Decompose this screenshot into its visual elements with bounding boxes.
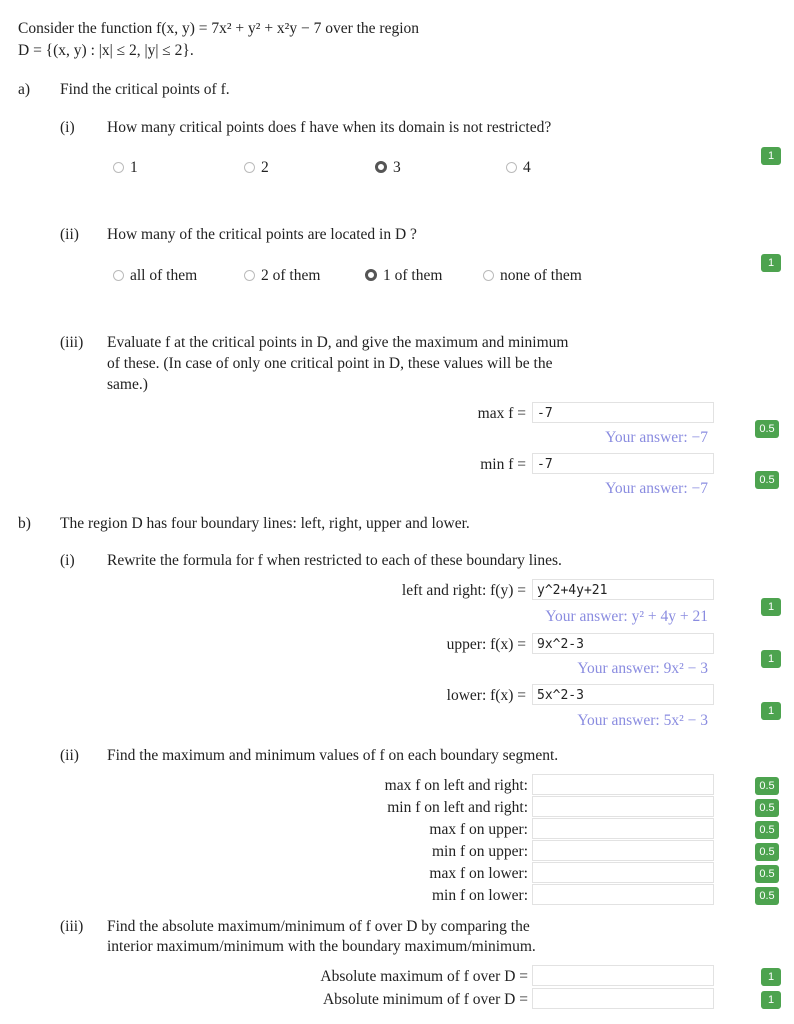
- b1-number: (i): [60, 552, 75, 569]
- b2-row-score-badge: 0.5: [755, 777, 779, 795]
- b2-row-label: max f on lower:: [429, 865, 528, 882]
- b2-row-score-badge: 0.5: [755, 821, 779, 839]
- b3-abs-min-score-badge: 1: [761, 991, 781, 1009]
- b1-lower-score-badge: 1: [761, 702, 781, 720]
- intro-line-2: D = {(x, y) : |x| ≤ 2, |y| ≤ 2}.: [18, 42, 194, 59]
- b2-row-label: min f on upper:: [432, 843, 528, 860]
- a2-option-none[interactable]: none of them: [483, 267, 582, 285]
- b1-left-right-input[interactable]: y^2+4y+21: [532, 579, 714, 600]
- b3-question-line-1: Find the absolute maximum/minimum of f over D by comparing the: [107, 918, 530, 935]
- radio-unselected-icon[interactable]: [506, 162, 517, 173]
- a2-number: (ii): [60, 226, 79, 243]
- a3-number: (iii): [60, 334, 84, 351]
- b1-lower-input[interactable]: 5x^2-3: [532, 684, 714, 705]
- b1-lower-label: lower: f(x) =: [446, 687, 526, 704]
- a2-question: How many of the critical points are located in D ?: [107, 226, 417, 243]
- b3-abs-min-input[interactable]: [532, 988, 714, 1009]
- b1-left-right-your-answer: Your answer: y² + 4y + 21: [545, 608, 708, 625]
- a2-option-one[interactable]: 1 of them: [365, 267, 442, 285]
- b2-row-score-badge: 0.5: [755, 865, 779, 883]
- a3-max-label: max f =: [477, 405, 526, 422]
- b1-left-right-label: left and right: f(y) =: [401, 582, 526, 599]
- b3-question-line-2: interior maximum/minimum with the boundary maximum/minimum.: [107, 938, 536, 955]
- b3-abs-max-label: Absolute maximum of f over D =: [320, 968, 528, 985]
- a3-max-your-answer: Your answer: −7: [605, 429, 708, 446]
- a3-max-score-badge: 0.5: [755, 420, 779, 438]
- b2-number: (ii): [60, 747, 79, 764]
- b3-abs-max-input[interactable]: [532, 965, 714, 986]
- radio-unselected-icon[interactable]: [244, 270, 255, 281]
- a3-min-label: min f =: [480, 456, 526, 473]
- b2-row-input[interactable]: [532, 774, 714, 795]
- intro-line-1: Consider the function f(x, y) = 7x² + y² + x²y − 7 over the region: [18, 20, 420, 37]
- a1-option-2[interactable]: 2: [244, 159, 269, 177]
- a1-option-1[interactable]: 1: [113, 159, 138, 177]
- b2-row-input[interactable]: [532, 862, 714, 883]
- b3-number: (iii): [60, 918, 84, 935]
- b1-left-right-score-badge: 1: [761, 598, 781, 616]
- a2-score-badge: 1: [761, 254, 781, 272]
- b2-row-label: min f on lower:: [432, 887, 528, 904]
- b2-row-label: min f on left and right:: [387, 799, 528, 816]
- b1-upper-your-answer: Your answer: 9x² − 3: [577, 660, 708, 677]
- a2-option-two[interactable]: 2 of them: [244, 267, 320, 285]
- radio-unselected-icon[interactable]: [483, 270, 494, 281]
- b2-row-input[interactable]: [532, 818, 714, 839]
- b2-row-input[interactable]: [532, 884, 714, 905]
- b2-row-input[interactable]: [532, 840, 714, 861]
- b1-upper-input[interactable]: 9x^2-3: [532, 633, 714, 654]
- part-a-title: Find the critical points of f.: [60, 81, 230, 98]
- b2-row-label: max f on left and right:: [384, 777, 528, 794]
- radio-selected-icon[interactable]: [365, 269, 377, 281]
- a3-question-line-3: same.): [107, 376, 148, 393]
- part-a-label: a): [18, 81, 31, 98]
- a3-question-line-1: Evaluate f at the critical points in D, and give the maximum and minimum: [107, 334, 569, 351]
- a2-option-all[interactable]: all of them: [113, 267, 197, 285]
- b1-lower-your-answer: Your answer: 5x² − 3: [577, 712, 708, 729]
- radio-selected-icon[interactable]: [375, 161, 387, 173]
- b1-question: Rewrite the formula for f when restricted to each of these boundary lines.: [107, 552, 562, 569]
- radio-unselected-icon[interactable]: [113, 270, 124, 281]
- a3-min-your-answer: Your answer: −7: [605, 480, 708, 497]
- b2-row-score-badge: 0.5: [755, 887, 779, 905]
- a3-min-score-badge: 0.5: [755, 471, 779, 489]
- radio-unselected-icon[interactable]: [244, 162, 255, 173]
- a3-max-input[interactable]: -7: [532, 402, 714, 423]
- b2-row-label: max f on upper:: [429, 821, 528, 838]
- a1-option-3[interactable]: 3: [375, 159, 401, 177]
- a1-question: How many critical points does f have when its domain is not restricted?: [107, 119, 552, 136]
- a1-number: (i): [60, 119, 75, 136]
- a3-question-line-2: of these. (In case of only one critical point in D, these values will be the: [107, 355, 553, 372]
- a1-score-badge: 1: [761, 147, 781, 165]
- part-b-label: b): [18, 515, 31, 532]
- b3-abs-max-score-badge: 1: [761, 968, 781, 986]
- b2-row-score-badge: 0.5: [755, 843, 779, 861]
- radio-unselected-icon[interactable]: [113, 162, 124, 173]
- b2-row-input[interactable]: [532, 796, 714, 817]
- b3-abs-min-label: Absolute minimum of f over D =: [322, 991, 528, 1008]
- a1-option-4[interactable]: 4: [506, 159, 531, 177]
- b2-question: Find the maximum and minimum values of f on each boundary segment.: [107, 747, 559, 764]
- b1-upper-label: upper: f(x) =: [446, 636, 526, 653]
- b1-upper-score-badge: 1: [761, 650, 781, 668]
- b2-row-score-badge: 0.5: [755, 799, 779, 817]
- part-b-title: The region D has four boundary lines: left, right, upper and lower.: [60, 515, 470, 532]
- a3-min-input[interactable]: -7: [532, 453, 714, 474]
